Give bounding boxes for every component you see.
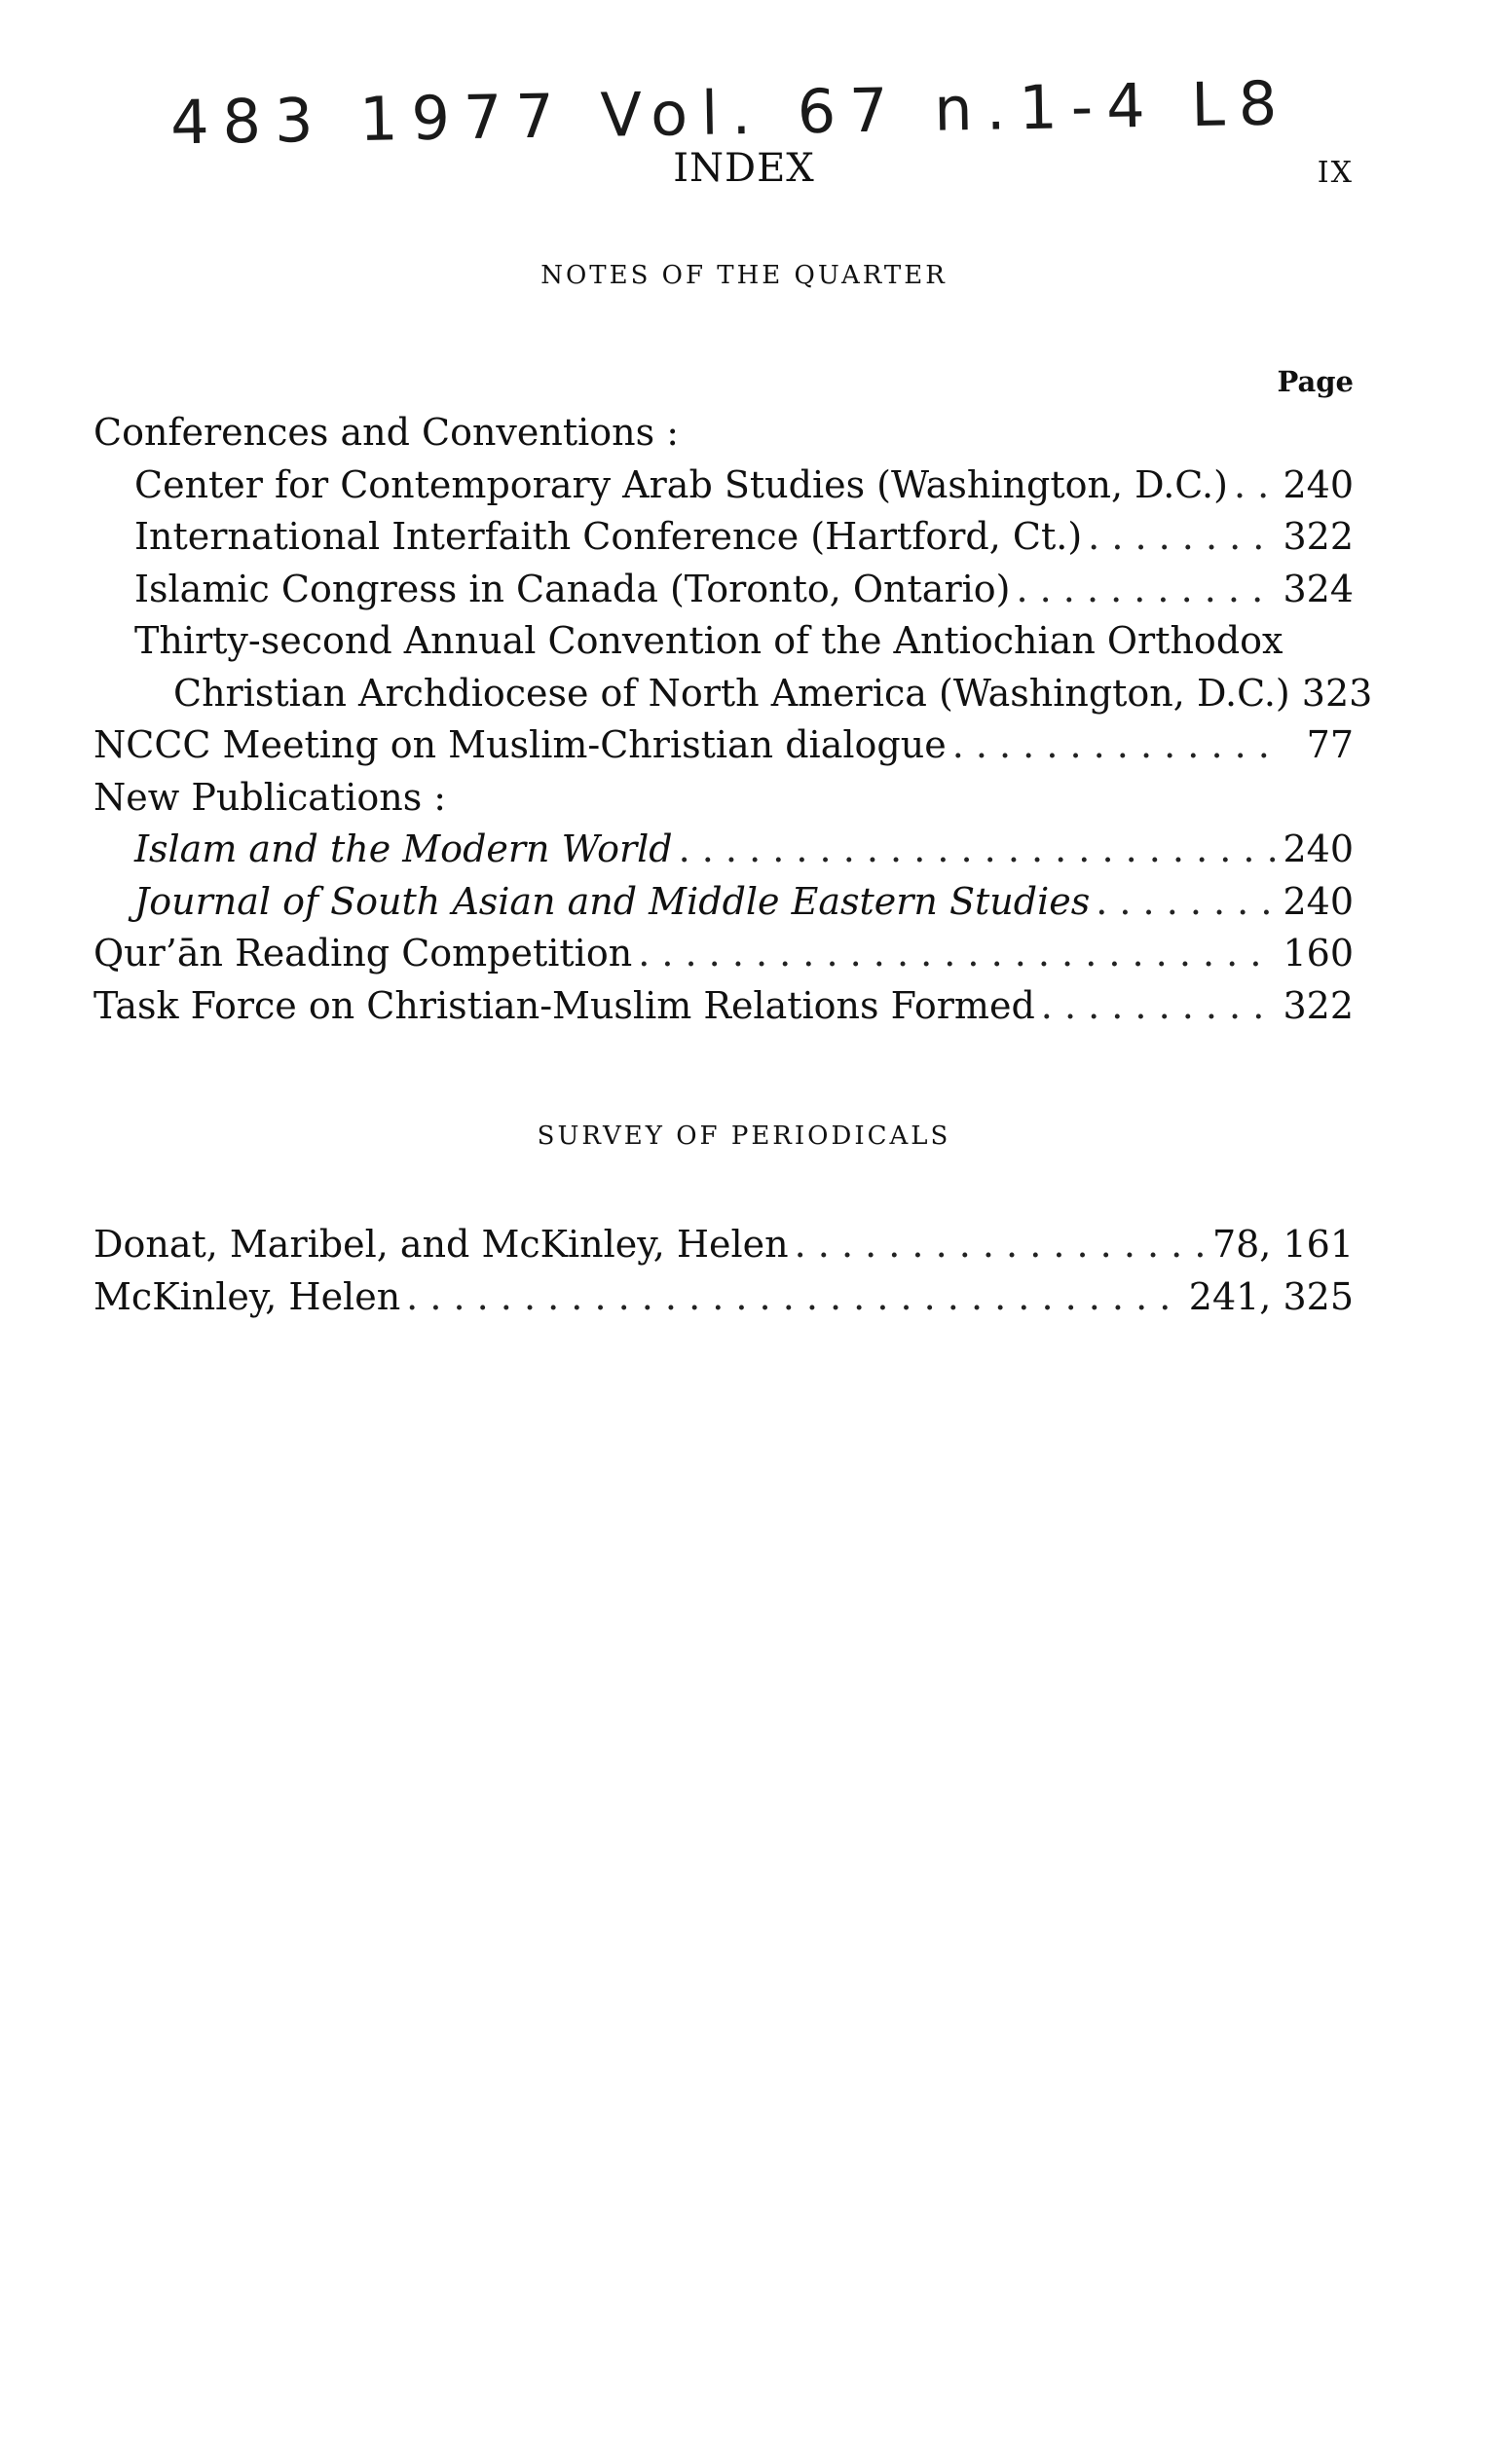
dot-leader — [1234, 460, 1278, 512]
notes-entry-list — [93, 407, 1373, 1032]
entry-text: Qur’ān Reading Competition — [93, 932, 633, 975]
entry-page: 241, 325 — [1188, 1274, 1354, 1318]
dot-leader — [952, 719, 1280, 772]
entry-text: Christian Archdiocese of North America (Washington, D.C.) — [173, 671, 1290, 715]
index-entry — [93, 824, 1354, 876]
index-entry — [93, 719, 1354, 772]
page-column-label: Page — [1277, 365, 1354, 398]
index-entry — [93, 1271, 1354, 1324]
entry-page: 160 — [1283, 932, 1354, 975]
dot-leader — [1096, 876, 1277, 929]
entry-page: 240 — [1283, 879, 1354, 923]
entry-text: Islamic Congress in Canada (Toronto, Ontario) — [134, 567, 1011, 610]
dot-leader — [638, 928, 1277, 980]
entry-page: 322 — [1283, 983, 1354, 1027]
running-head — [0, 146, 1488, 204]
entry-page: 78, 161 — [1211, 1223, 1354, 1266]
entry-text: New Publications : — [93, 775, 447, 819]
entry-text: Donat, Maribel, and McKinley, Helen — [93, 1223, 789, 1266]
index-entry — [93, 564, 1354, 616]
index-entry — [93, 928, 1354, 980]
entry-page: 322 — [1283, 515, 1354, 558]
index-entry — [93, 980, 1354, 1033]
entry-text: Conferences and Conventions : — [93, 411, 680, 454]
entry-page: 240 — [1283, 462, 1354, 506]
entry-text: NCCC Meeting on Muslim-Christian dialogue — [93, 723, 947, 766]
entry-text: Task Force on Christian-Muslim Relations Formed — [93, 983, 1035, 1027]
entry-text: McKinley, Helen — [93, 1274, 401, 1318]
dot-leader — [795, 1219, 1207, 1271]
index-entry — [93, 460, 1354, 512]
index-entry — [93, 407, 1354, 460]
page-number: IX — [1317, 156, 1354, 190]
index-entry — [93, 668, 1373, 720]
dot-leader — [1016, 564, 1277, 616]
index-entry — [93, 615, 1354, 668]
dot-leader — [406, 1271, 1183, 1324]
entry-text: Thirty-second Annual Convention of the Antiochian Orthodox — [134, 619, 1283, 662]
index-entry — [93, 772, 1354, 825]
entry-page: 323 — [1301, 671, 1373, 715]
page-title: INDEX — [673, 146, 815, 191]
index-entry — [93, 511, 1354, 564]
index-entry — [93, 876, 1354, 929]
notes-section-heading: NOTES OF THE QUARTER — [540, 261, 948, 290]
dot-leader — [1041, 980, 1278, 1033]
entry-text: Center for Contemporary Arab Studies (Washington, D.C.) — [134, 462, 1228, 506]
survey-entry-list — [93, 1219, 1354, 1323]
entry-text: International Interfaith Conference (Hartford, Ct.) — [134, 515, 1083, 558]
entry-page: 240 — [1283, 827, 1354, 870]
entry-text: Journal of South Asian and Middle Eastern Studies — [134, 879, 1091, 923]
dot-leader — [679, 824, 1278, 876]
entry-text: Islam and the Modern World — [134, 827, 673, 870]
entry-page: 324 — [1283, 567, 1354, 610]
handwritten-call-number: 483 1977 Vol. 67 n.1-4 L8 — [169, 67, 1291, 159]
survey-section-heading: SURVEY OF PERIODICALS — [537, 1122, 951, 1151]
entry-page: 77 — [1306, 723, 1354, 766]
dot-leader — [1088, 511, 1277, 564]
index-entry — [93, 1219, 1354, 1271]
